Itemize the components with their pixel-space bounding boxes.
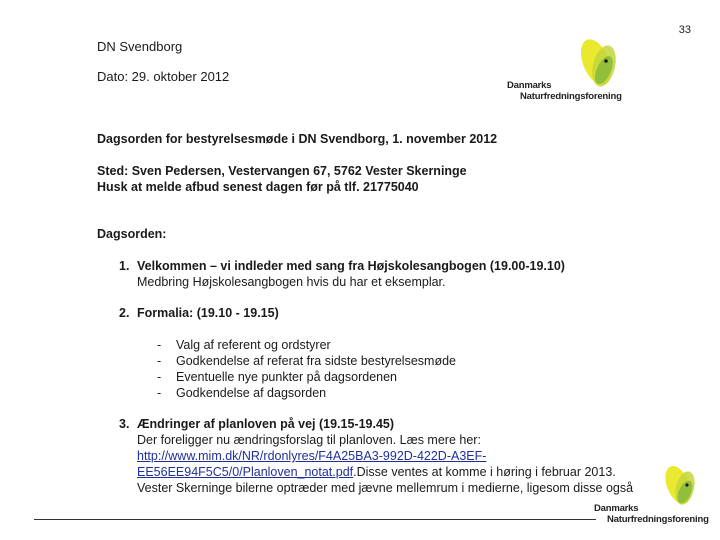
cancellation-notice: Husk at melde afbud senest dagen før på tlf. 21775040 (97, 180, 419, 194)
logo-line-1: Danmarks (507, 80, 552, 91)
meeting-place: Sted: Sven Pedersen, Vestervangen 67, 5762 Vester Skerninge (97, 164, 467, 178)
logo-line-2: Naturfredningsforening (607, 514, 709, 525)
planloven-link-continued[interactable]: EE56EE94F5C5/0/Planloven_notat.pdf (137, 465, 354, 479)
bullet-item: Eventuelle nye punkter på dagsordenen (176, 370, 397, 384)
item-1-note: Medbring Højskolesangbogen hvis du har et eksemplar. (137, 275, 446, 289)
dn-logo-icon (572, 34, 622, 90)
item-3-line-1: Der foreligger nu ændringsforslag til planloven. Læs mere her: (137, 433, 481, 447)
item-3-after-link: .Disse ventes at komme i høring i februar 2013. (353, 465, 616, 479)
planloven-link[interactable]: http://www.mim.dk/NR/rdonlyres/F4A25BA3-992D-422D-A3EF- (137, 449, 487, 463)
logo-line-2: Naturfredningsforening (520, 91, 622, 102)
document-title: Dagsorden for bestyrelsesmøde i DN Svendborg, 1. november 2012 (97, 132, 498, 146)
logo-line-1: Danmarks (594, 503, 639, 514)
divider-line (34, 519, 596, 520)
bullet-item: Godkendelse af dagsorden (176, 386, 327, 400)
org-name: DN Svendborg (97, 39, 183, 54)
item-2-number: 2. (119, 306, 130, 320)
bullet-dash: - (157, 386, 162, 400)
bullet-item: Godkendelse af referat fra sidste bestyrelsesmøde (176, 354, 456, 368)
item-3-number: 3. (119, 417, 130, 431)
item-1-title: Velkommen – vi indleder med sang fra Højskolesangbogen (19.00-19.10) (137, 259, 565, 273)
bullet-dash: - (157, 338, 162, 352)
item-3-line-4: Vester Skerninge bilerne optræder med jævne mellemrum i medierne, ligesom disse også (137, 481, 634, 495)
item-1-number: 1. (119, 259, 130, 273)
bullet-dash: - (157, 370, 162, 384)
item-2-title: Formalia: (19.10 - 19.15) (137, 306, 279, 320)
page-number: 33 (678, 24, 691, 36)
date-line: Dato: 29. oktober 2012 (97, 69, 230, 84)
item-3-title: Ændringer af planloven på vej (19.15-19.45) (137, 417, 395, 431)
bullet-item: Valg af referent og ordstyrer (176, 338, 331, 352)
item-3-line-3 (137, 464, 616, 480)
dn-logo-icon (657, 462, 703, 508)
bullet-dash: - (157, 354, 162, 368)
agenda-heading: Dagsorden: (97, 227, 167, 241)
